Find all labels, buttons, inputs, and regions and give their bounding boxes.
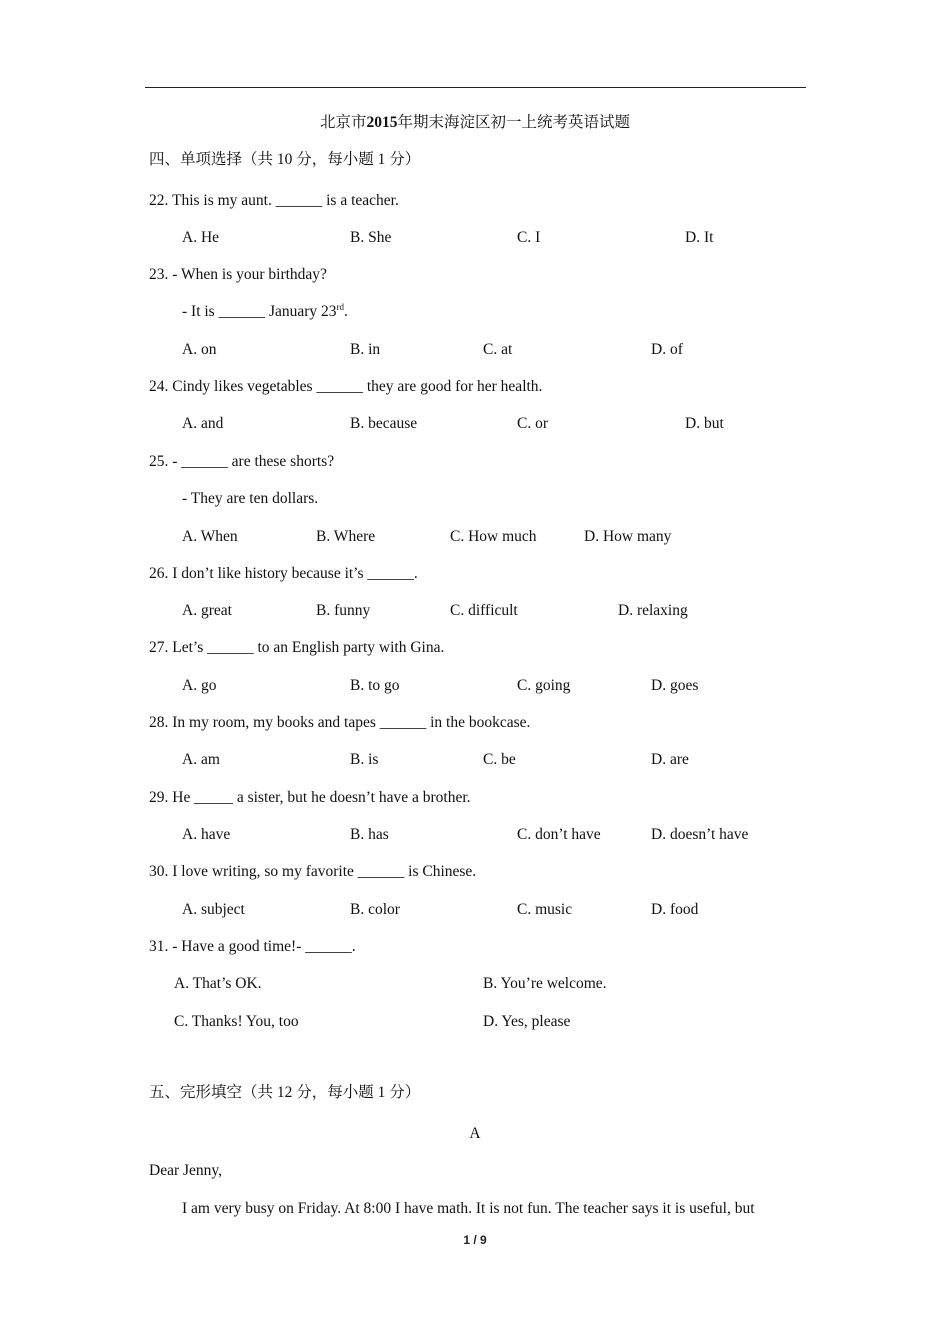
question-27-stem: 27. Let’s ______ to an English party with Gina.: [149, 639, 445, 656]
question-24-option-c: C. or: [517, 415, 548, 432]
question-30-option-b: B. color: [350, 901, 400, 918]
passage-label: A: [469, 1125, 481, 1142]
question-26-option-d: D. relaxing: [618, 602, 688, 619]
question-29-option-a: A. have: [182, 826, 231, 843]
question-27-option-b: B. to go: [350, 677, 400, 694]
passage-first-line: I am very busy on Friday. At 8:00 I have math. It is not fun. The teacher says it is useful, but: [182, 1200, 755, 1217]
question-29-option-b: B. has: [350, 826, 389, 843]
question-30-option-d: D. food: [651, 901, 699, 918]
question-22-option-d: D. It: [685, 229, 714, 246]
letter-salutation: Dear Jenny,: [149, 1162, 223, 1179]
question-24-stem: 24. Cindy likes vegetables ______ they are good for her health.: [149, 378, 543, 395]
section-heading-multiple-choice: 四、单项选择（共 10 分，每小题 1 分）: [149, 151, 421, 168]
question-25-stem: 25. - ______ are these shorts?: [149, 453, 335, 470]
question-26-option-b: B. funny: [316, 602, 371, 619]
question-31-option-b: B. You’re welcome.: [483, 975, 607, 992]
question-31-option-c: C. Thanks! You, too: [174, 1013, 299, 1030]
question-27-option-d: D. goes: [651, 677, 699, 694]
question-23-option-c: C. at: [483, 341, 513, 358]
question-26-option-a: A. great: [182, 602, 232, 619]
question-23-option-d: D. of: [651, 341, 683, 358]
question-28-option-a: A. am: [182, 751, 220, 768]
question-23-option-a: A. on: [182, 341, 217, 358]
question-25-option-b: B. Where: [316, 528, 376, 545]
question-31-option-a: A. That’s OK.: [174, 975, 262, 992]
question-28-option-b: B. is: [350, 751, 379, 768]
section-heading-cloze: 五、完形填空（共 12 分，每小题 1 分）: [149, 1084, 421, 1101]
question-29-option-d: D. doesn’t have: [651, 826, 749, 843]
question-30-stem: 30. I love writing, so my favorite ______ is Chinese.: [149, 863, 477, 880]
question-31-stem: 31. - Have a good time!- ______.: [149, 938, 356, 955]
question-25-option-d: D. How many: [584, 528, 672, 545]
question-24-option-d: D. but: [685, 415, 724, 432]
question-29-option-c: C. don’t have: [517, 826, 601, 843]
question-27-option-a: A. go: [182, 677, 217, 694]
question-26-stem: 26. I don’t like history because it’s ______.: [149, 565, 418, 582]
page-title: 北京市2015年期末海淀区初一上统考英语试题: [319, 114, 631, 131]
question-26-option-c: C. difficult: [450, 602, 518, 619]
question-22-option-b: B. She: [350, 229, 392, 246]
question-23-option-b: B. in: [350, 341, 381, 358]
question-28-option-c: C. be: [483, 751, 516, 768]
question-30-option-a: A. subject: [182, 901, 245, 918]
question-28-option-d: D. are: [651, 751, 689, 768]
question-27-option-c: C. going: [517, 677, 571, 694]
question-30-option-c: C. music: [517, 901, 573, 918]
question-25-option-c: C. How much: [450, 528, 537, 545]
question-22-option-a: A. He: [182, 229, 220, 246]
question-25-reply: - They are ten dollars.: [182, 490, 319, 507]
header-rule: [145, 87, 806, 88]
question-24-option-b: B. because: [350, 415, 418, 432]
question-29-stem: 29. He _____ a sister, but he doesn’t have a brother.: [149, 789, 471, 806]
question-22-option-c: C. I: [517, 229, 541, 246]
question-24-option-a: A. and: [182, 415, 224, 432]
page-number: 1 / 9: [463, 1233, 487, 1247]
question-31-option-d: D. Yes, please: [483, 1013, 571, 1030]
question-25-option-a: A. When: [182, 528, 238, 545]
question-22-stem: 22. This is my aunt. ______ is a teacher.: [149, 192, 399, 209]
question-28-stem: 28. In my room, my books and tapes ______ in the bookcase.: [149, 714, 531, 731]
question-23-stem: 23. - When is your birthday?: [149, 266, 327, 283]
question-23-reply: - It is ______ January 23rd.: [182, 301, 348, 320]
